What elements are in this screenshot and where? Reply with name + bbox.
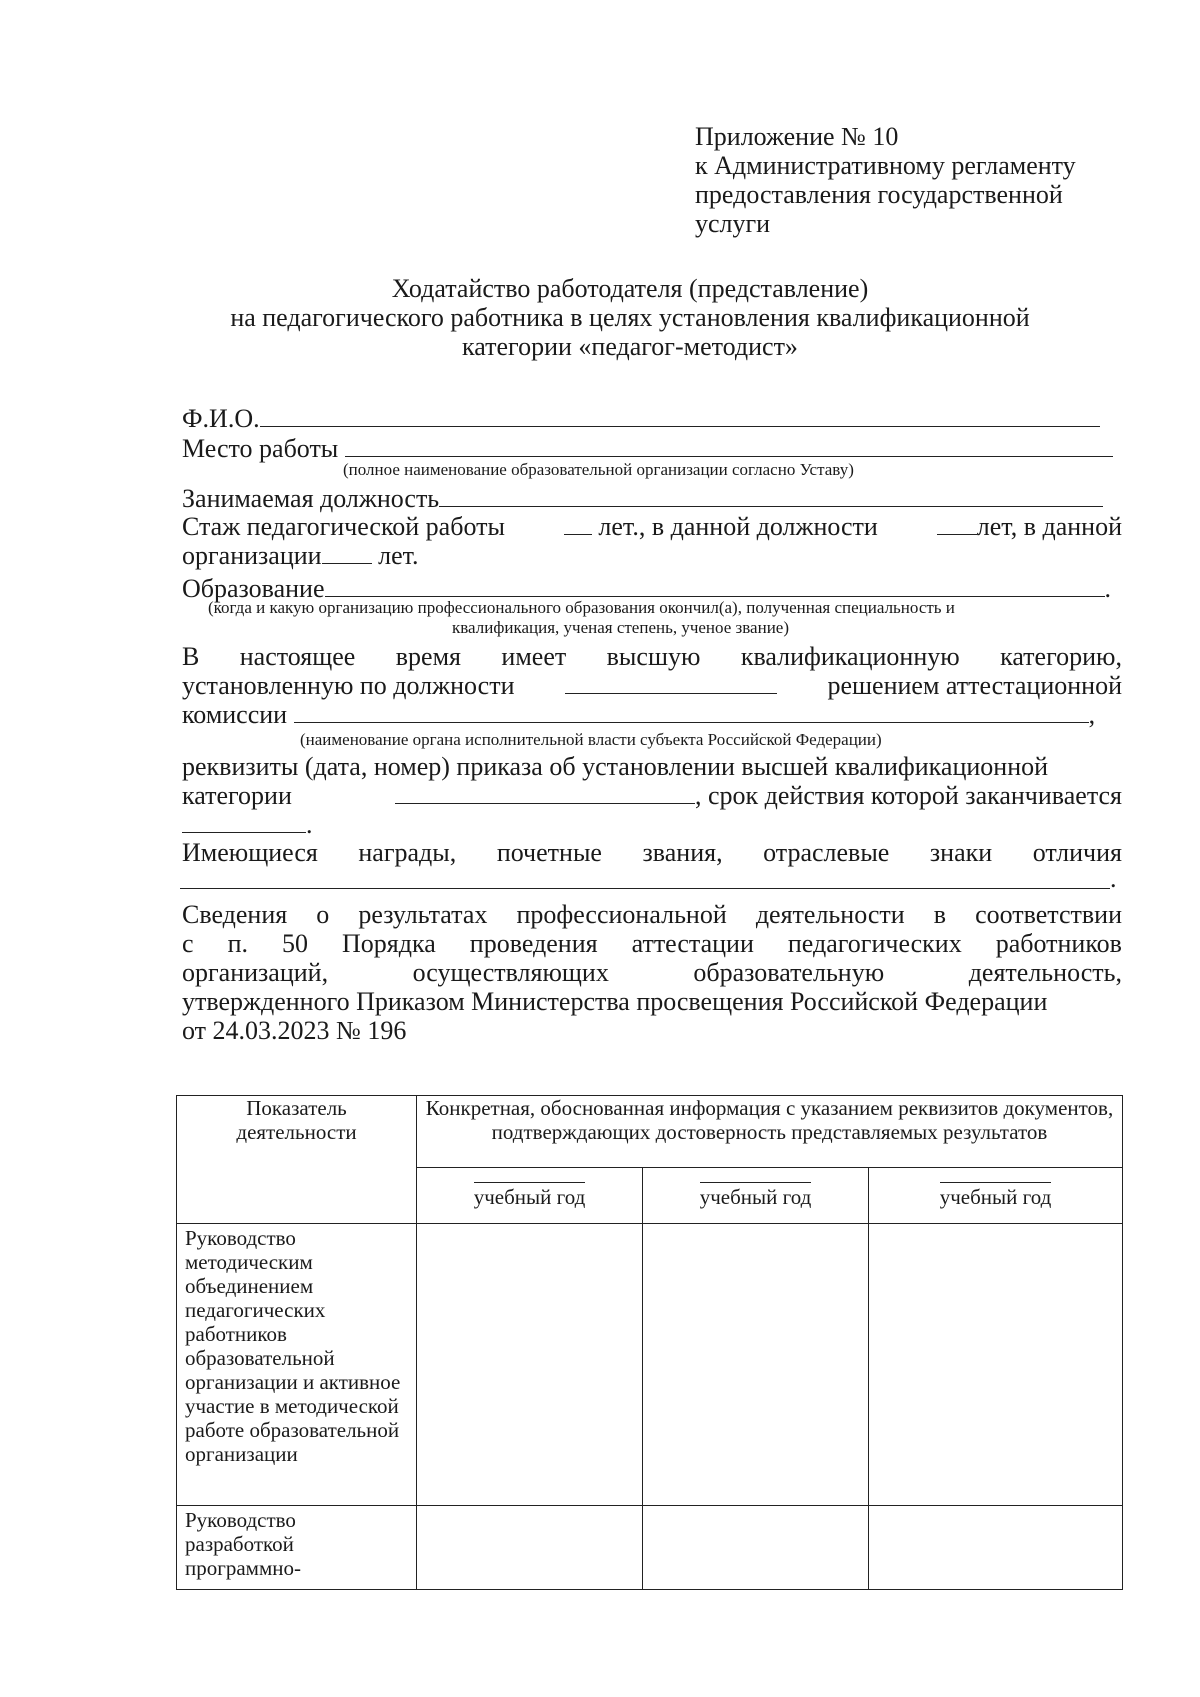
- category-word-7: категорию,: [1000, 642, 1122, 671]
- awards-word-6: знаки: [929, 838, 993, 867]
- table-row: [177, 1506, 1123, 1590]
- awards-word-7: отличия: [1032, 838, 1122, 867]
- year-cell-2[interactable]: [643, 1168, 869, 1224]
- results-w2-5: проведения: [469, 929, 598, 958]
- appendix-header: [695, 122, 1076, 238]
- results-w3-4: деятельность,: [968, 958, 1122, 987]
- results-w3-1: организаций,: [182, 958, 329, 987]
- awards-word-3: почетные: [496, 838, 602, 867]
- results-w1-2: о: [316, 900, 330, 929]
- info-cell-1-3[interactable]: [869, 1224, 1123, 1506]
- awards-block: [182, 838, 1122, 867]
- position-label: Занимаемая должность: [182, 484, 440, 513]
- header-indicator-cell: [177, 1096, 417, 1224]
- results-w1-5: деятельности: [755, 900, 905, 929]
- awards-line-1: [182, 838, 1122, 867]
- experience-block: [182, 512, 1122, 570]
- experience-text-5: лет.: [378, 541, 419, 570]
- workplace-label: Место работы: [182, 434, 339, 463]
- education-end: .: [1104, 574, 1112, 603]
- category-text-3: комиссии: [182, 700, 288, 729]
- results-w1-1: Сведения: [182, 900, 288, 929]
- experience-line-2: [182, 541, 1122, 570]
- appendix-line-1: Приложение № 10: [695, 122, 899, 151]
- results-w1-7: соответствии: [975, 900, 1122, 929]
- category-word-3: время: [395, 642, 461, 671]
- appendix-line-2: к Административному регламенту: [695, 151, 1076, 180]
- requisites-block: [182, 752, 1122, 839]
- year-cell-1[interactable]: [417, 1168, 643, 1224]
- results-w2-1: с: [182, 929, 194, 958]
- fio-label: Ф.И.О.: [182, 404, 260, 433]
- requisites-text-1: реквизиты (дата, номер) приказа об установлении высшей квалификационной: [182, 752, 1049, 781]
- results-w2-6: аттестации: [631, 929, 754, 958]
- awards-blank[interactable]: [180, 888, 1110, 889]
- year-label-2: учебный год: [700, 1182, 812, 1209]
- appendix-line-3: предоставления государственной: [695, 180, 1063, 209]
- results-line-4: [182, 987, 1122, 1016]
- table-header-row: [177, 1096, 1123, 1168]
- category-line-3-end: ,: [1088, 700, 1096, 729]
- awards-word-1: Имеющиеся: [182, 838, 318, 867]
- year-label-1: учебный год: [474, 1182, 586, 1209]
- category-word-2: настоящее: [239, 642, 356, 671]
- position-row: [182, 484, 1103, 514]
- title-line-3: категории «педагог-методист»: [462, 332, 798, 361]
- category-line-2: [182, 671, 1122, 700]
- results-line-3: [182, 958, 1122, 987]
- results-w1-3: результатах: [358, 900, 488, 929]
- commission-blank[interactable]: [294, 700, 1089, 723]
- info-cell-1-2[interactable]: [643, 1224, 869, 1506]
- workplace-hint: (полное наименование образовательной организации согласно Уставу): [343, 460, 854, 479]
- results-w2-2: п.: [227, 929, 248, 958]
- category-word-1: В: [182, 642, 200, 671]
- awards-word-4: звания,: [642, 838, 723, 867]
- position-years-blank[interactable]: [937, 512, 977, 535]
- info-cell-2-2[interactable]: [643, 1506, 869, 1590]
- results-text-5: от 24.03.2023 № 196: [182, 1016, 407, 1045]
- expiry-date-blank[interactable]: [182, 810, 306, 833]
- results-line-1: [182, 900, 1122, 929]
- order-requisites-blank[interactable]: [395, 781, 695, 804]
- results-line-2: [182, 929, 1122, 958]
- category-text-2a: установленную по должности: [182, 671, 515, 700]
- indicators-table: [176, 1095, 1123, 1590]
- title-line-2: на педагогического работника в целях установления квалификационной: [230, 303, 1030, 332]
- category-word-6: квалификационную: [740, 642, 960, 671]
- year-label-3: учебный год: [940, 1182, 1052, 1209]
- awards-word-2: награды,: [358, 838, 457, 867]
- results-w2-3: 50: [282, 929, 308, 958]
- info-cell-1-1[interactable]: [417, 1224, 643, 1506]
- results-block: [182, 900, 1122, 1045]
- experience-text-2: лет., в данной должности: [598, 512, 878, 541]
- total-years-blank[interactable]: [564, 512, 592, 535]
- education-hint-1: (когда и какую организацию профессионального образования окончил(а), полученная специальность и: [208, 598, 955, 617]
- info-cell-2-1[interactable]: [417, 1506, 643, 1590]
- results-text-4: утвержденного Приказом Министерства просвещения Российской Федерации: [182, 987, 1048, 1016]
- info-cell-2-3[interactable]: [869, 1506, 1123, 1590]
- requisites-line-2: [182, 781, 1122, 810]
- indicator-cell-2: Руководство разработкой программно-: [177, 1506, 417, 1590]
- education-hint-2: квалификация, ученая степень, ученое звание): [452, 618, 789, 637]
- results-line-5: [182, 1016, 1122, 1045]
- requisites-end: .: [306, 810, 313, 839]
- category-word-4: имеет: [501, 642, 567, 671]
- workplace-blank[interactable]: [345, 434, 1113, 457]
- requisites-line-3: [182, 810, 1122, 839]
- requisites-text-2b: , срок действия которой заканчивается: [695, 781, 1122, 810]
- header-indicator: Показатель деятельности: [236, 1096, 357, 1144]
- position-blank[interactable]: [439, 484, 1103, 507]
- awards-end: .: [1110, 864, 1117, 893]
- category-line-3: [182, 700, 1122, 729]
- title-line-1: Ходатайство работодателя (представление): [391, 274, 869, 303]
- header-info-cell: [417, 1096, 1123, 1168]
- experience-text-3: лет, в данной: [976, 512, 1122, 541]
- results-w3-2: осуществляющих: [412, 958, 609, 987]
- education-blank[interactable]: [325, 574, 1105, 597]
- category-word-5: высшую: [606, 642, 701, 671]
- year-cell-3[interactable]: [869, 1168, 1123, 1224]
- results-w2-7: педагогических: [787, 929, 962, 958]
- category-block: [182, 642, 1122, 729]
- experience-text-1: Стаж педагогической работы: [182, 512, 505, 541]
- fio-blank[interactable]: [260, 404, 1100, 427]
- category-line-1: [182, 642, 1122, 671]
- results-w1-6: в: [933, 900, 947, 929]
- commission-hint: (наименование органа исполнительной власти субъекта Российской Федерации): [300, 730, 882, 749]
- awards-word-5: отраслевые: [763, 838, 890, 867]
- org-years-blank[interactable]: [322, 541, 372, 564]
- experience-line-1: [182, 512, 1122, 541]
- category-position-blank[interactable]: [565, 671, 777, 694]
- category-text-2b: решением аттестационной: [827, 671, 1122, 700]
- education-label: Образование: [182, 574, 325, 603]
- document-title: [170, 274, 1090, 361]
- table-row: [177, 1224, 1123, 1506]
- results-w3-3: образовательную: [693, 958, 885, 987]
- appendix-line-4: услуги: [695, 209, 771, 238]
- fio-row: [182, 404, 1100, 434]
- experience-text-4: организации: [182, 541, 322, 570]
- requisites-line-1: [182, 752, 1122, 781]
- results-w1-4: профессиональной: [516, 900, 727, 929]
- results-w2-8: работников: [995, 929, 1122, 958]
- requisites-text-2a: категории: [182, 781, 292, 810]
- header-info: Конкретная, обоснованная информация с указанием реквизитов документов, подтверждающих достоверность представляемых результатов: [425, 1096, 1114, 1144]
- results-w2-4: Порядка: [342, 929, 436, 958]
- indicator-cell-1: Руководство методическим объединением педагогических работников образовательной организации и активное участие в методической работе образовательной организации: [177, 1224, 417, 1506]
